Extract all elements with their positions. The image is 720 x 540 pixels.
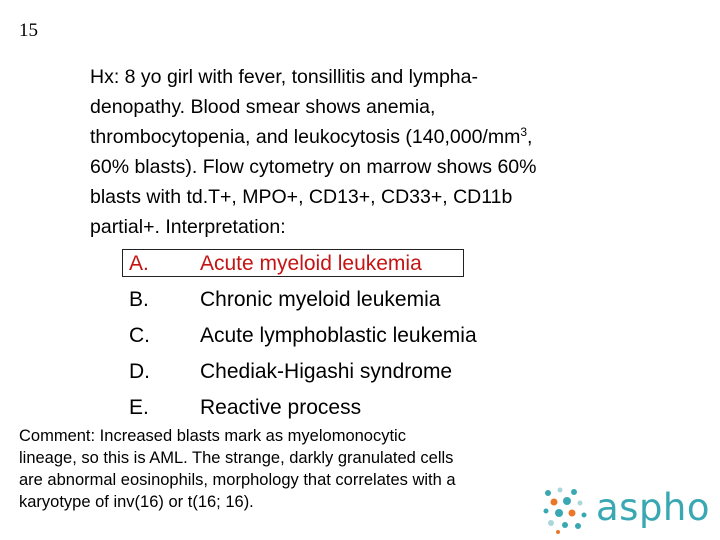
- answer-text: Reactive process: [200, 396, 362, 419]
- comment-text: [19, 425, 559, 513]
- superscript: 3: [520, 125, 528, 139]
- question-line: Hx: 8 yo girl with fever, tonsillitis and lympha-: [90, 66, 478, 88]
- question-line-text: ,: [527, 126, 533, 148]
- answer-letter: B.: [129, 288, 149, 311]
- question-line: blasts with td.T+, MPO+, CD13+, CD33+, CD11b: [90, 186, 513, 208]
- aspho-logo: [540, 484, 715, 536]
- slide-number: 15: [19, 20, 38, 41]
- answer-letter: D.: [129, 360, 150, 383]
- question-line: 60% blasts). Flow cytometry on marrow shows 60%: [90, 156, 537, 178]
- answer-letter: E.: [129, 396, 149, 419]
- answer-letter: A.: [129, 252, 149, 275]
- dots-cluster-icon: [540, 484, 592, 536]
- question-line: [90, 122, 690, 152]
- comment-line: lineage, so this is AML. The strange, darkly granulated cells: [19, 449, 454, 467]
- answer-text: Chronic myeloid leukemia: [200, 288, 441, 311]
- answer-text: Chediak-Higashi syndrome: [200, 360, 453, 383]
- answer-text: Acute lymphoblastic leukemia: [200, 324, 477, 347]
- question-text: [90, 62, 690, 242]
- question-line: denopathy. Blood smear shows anemia,: [90, 96, 436, 118]
- question-line: partial+. Interpretation:: [90, 216, 286, 238]
- comment-line: Comment: Increased blasts mark as myelomonocytic: [19, 427, 406, 445]
- logo-text: aspho: [596, 486, 711, 529]
- comment-line: are abnormal eosinophils, morphology that correlates with a: [19, 471, 456, 489]
- question-line-text: thrombocytopenia, and leukocytosis (140,000/mm: [90, 126, 521, 148]
- comment-line: karyotype of inv(16) or t(16; 16).: [19, 493, 254, 511]
- answer-text: Acute myeloid leukemia: [200, 252, 422, 275]
- answer-letter: C.: [129, 324, 150, 347]
